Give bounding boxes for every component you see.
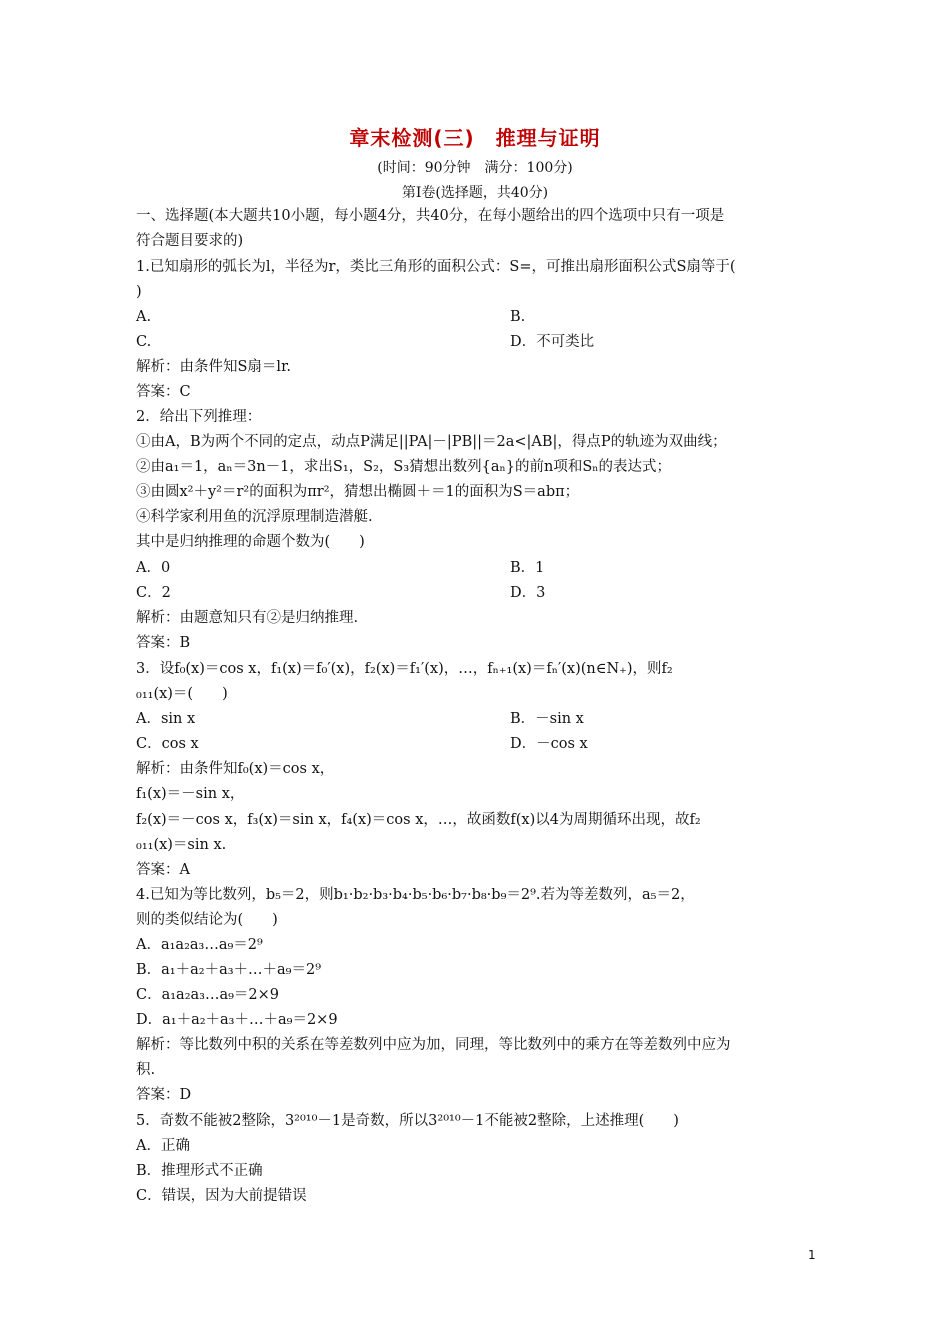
text-line: f₂(x)＝－cos x，f₃(x)＝sin x，f₄(x)＝cos x，…，故函数f(x)以4为周期循环出现，故f₂ (136, 812, 701, 828)
option-c: C．2 (136, 585, 171, 601)
text-line: 解析：由条件知f₀(x)＝cos x， (136, 761, 335, 777)
option-a: A. (136, 309, 152, 325)
text-line: 解析：由题意知只有②是归纳推理. (136, 610, 359, 626)
option-c: C. (136, 334, 152, 350)
text-line: ₀₁₁(x)＝sin x. (136, 837, 227, 853)
text-line: 4.已知为等比数列，b₅＝2，则b₁·b₂·b₃·b₄·b₅·b₆·b₇·b₈·b₉＝2⁹.若为等差数列，a₅＝2， (136, 887, 695, 903)
text-line: ②由a₁＝1，aₙ＝3n－1，求出S₁，S₂，S₃猜想出数列{aₙ}的前n项和Sₙ的表达式； (136, 459, 672, 475)
text-line: B．a₁＋a₂＋a₃＋…＋a₉＝2⁹ (136, 962, 322, 978)
option-a: A．sin x (136, 711, 196, 727)
page-title: 章末检测(三) 推理与证明 (349, 126, 601, 150)
option-b: B. (510, 309, 526, 325)
text-line: 2．给出下列推理： (136, 409, 262, 425)
text-line: ) (136, 284, 142, 300)
text-line: 积. (136, 1062, 156, 1078)
text-line: 1.已知扇形的弧长为l，半径为r，类比三角形的面积公式：S=，可推出扇形面积公式S扇等于( (136, 259, 736, 275)
text-line: C．a₁a₂a₃…a₉＝2×9 (136, 987, 280, 1003)
text-line: 符合题目要求的) (136, 233, 244, 249)
option-b: B．－sin x (510, 711, 584, 727)
text-line: 答案：C (136, 384, 191, 400)
text-line: 则的类似结论为( ) (136, 912, 278, 928)
text-line: 其中是归纳推理的命题个数为( ) (136, 534, 365, 550)
text-line: 答案：A (136, 862, 190, 878)
text-line: A．a₁a₂a₃…a₉＝2⁹ (136, 937, 263, 953)
text-line: D．a₁＋a₂＋a₃＋…＋a₉＝2×9 (136, 1012, 338, 1028)
text-line: B．推理形式不正确 (136, 1163, 263, 1179)
text-line: 5．奇数不能被2整除，3²⁰¹⁰－1是奇数，所以3²⁰¹⁰－1不能被2整除，上述推理( ) (136, 1113, 679, 1129)
text-line: 解析：等比数列中积的关系在等差数列中应为加，同理，等比数列中的乘方在等差数列中应为 (136, 1037, 731, 1053)
section-heading: 第Ⅰ卷(选择题，共40分) (401, 185, 549, 201)
subtitle: (时间：90分钟 满分：100分) (377, 160, 573, 176)
text-line: ④科学家利用鱼的沉浮原理制造潜艇. (136, 509, 373, 525)
text-line: 答案：D (136, 1087, 192, 1103)
text-line: f₁(x)＝－sin x， (136, 786, 245, 802)
option-c: C．cos x (136, 736, 199, 752)
text-line: C．错误，因为大前提错误 (136, 1188, 307, 1204)
option-d: D．3 (510, 585, 546, 601)
text-line: A．正确 (136, 1138, 190, 1154)
option-d: D．不可类比 (510, 334, 595, 350)
text-line: ①由A，B为两个不同的定点，动点P满足||PA|－|PB||＝2a<|AB|，得点P的轨迹为双曲线； (136, 434, 727, 450)
text-line: 一、选择题(本大题共10小题，每小题4分，共40分，在每小题给出的四个选项中只有一项是 (136, 208, 725, 224)
text-line: ₀₁₁(x)＝( ) (136, 686, 228, 702)
text-line: 解析：由条件知S扇＝lr. (136, 359, 292, 375)
option-d: D．－cos x (510, 736, 588, 752)
text-line: ③由圆x²＋y²＝r²的面积为πr²，猜想出椭圆＋＝1的面积为S＝abπ； (136, 484, 580, 500)
option-a: A．0 (136, 560, 171, 576)
option-b: B．1 (510, 560, 545, 576)
page-number: 1 (808, 1248, 816, 1262)
text-line: 答案：B (136, 635, 191, 651)
text-line: 3．设f₀(x)＝cos x，f₁(x)＝f₀′(x)，f₂(x)＝f₁′(x)，…，fₙ₊₁(x)＝fₙ′(x)(n∈N₊)，则f₂ (136, 661, 673, 677)
